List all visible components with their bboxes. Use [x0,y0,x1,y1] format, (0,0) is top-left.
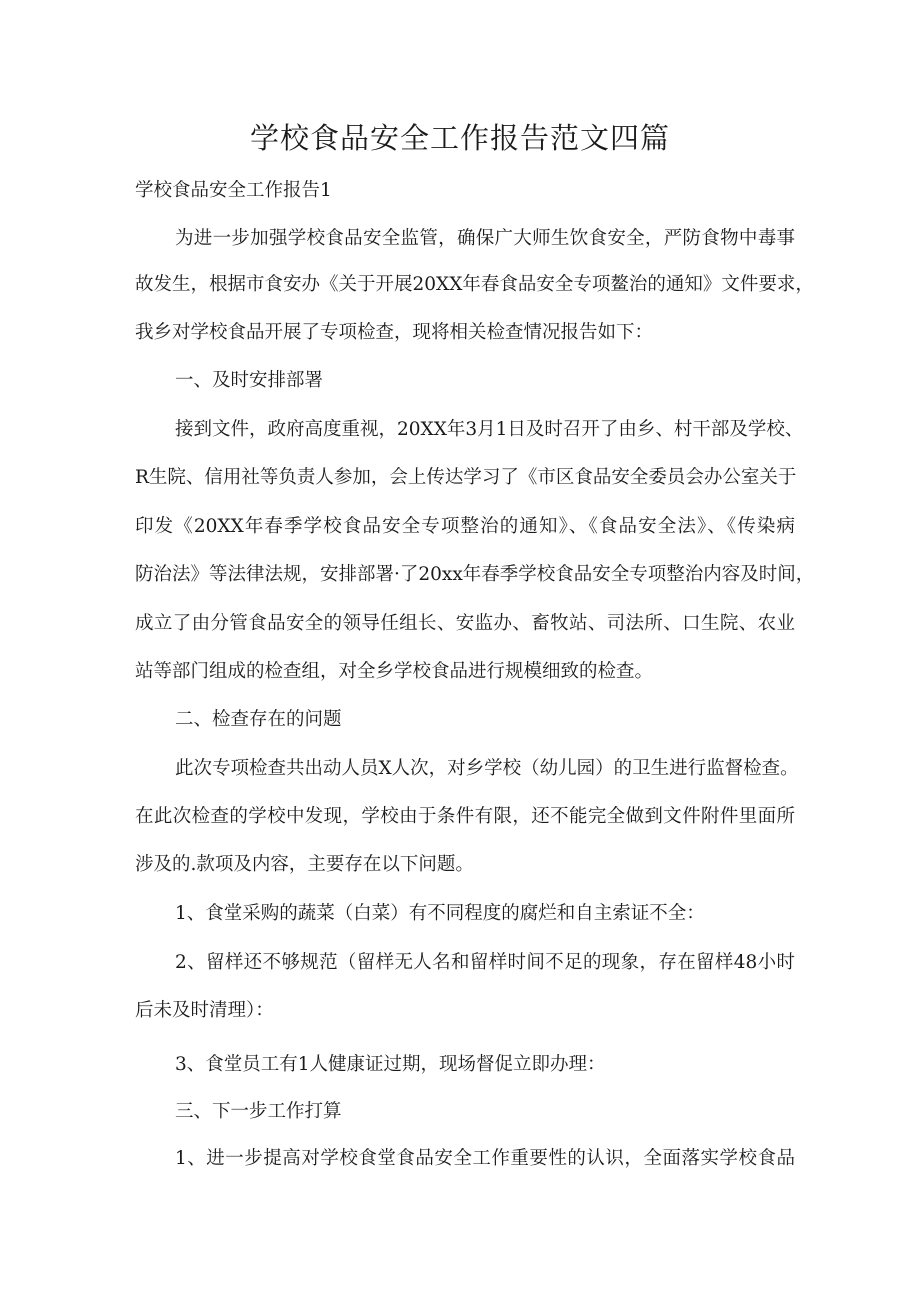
paragraph-line: 故发生，根据市食安办《关于开展20XX年春食品安全专项鳌治的通知》文件要求， [135,274,814,295]
paragraph-line: 防治法》等法律法规，安排部署·了20xx年春季学校食品安全专项整治内容及时间， [135,564,815,585]
section-heading: 一、及时安排部署 [175,370,324,391]
list-item-continuation: 后未及时清理）： [135,1000,274,1021]
list-item: 3、食堂员工有1人健康证过期，现场督促立即办理： [175,1054,606,1075]
list-item: 1、进一步提高对学校食堂食品安全工作重要性的认识，全面落实学校食品 [175,1148,795,1169]
section-heading: 二、检查存在的问题 [175,709,342,730]
paragraph-line: R生院、信用社等负责人参加，会上传达学习了《市区食品安全委员会办公室关于 [135,467,797,488]
paragraph-line: 我乡对学校食品开展了专项检查，现将相关检查情况报告如下： [135,322,654,343]
paragraph-line: 为进一步加强学校食品安全监管，确保广大师生饮食安全，严防食物中毒事 [175,228,795,249]
paragraph-line: 涉及的.款项及内容，主要存在以下问题。 [135,854,474,875]
paragraph-line: 站等部门组成的检查组，对全乡学校食品进行规模细致的检查。 [135,661,654,682]
paragraph-line: 成立了由分管食品安全的领导任组长、安监办、畜牧站、司法所、口生院、农业 [135,613,795,634]
report-subtitle: 学校食品安全工作报告1 [135,180,332,201]
list-item: 1、食堂采购的蔬菜（白菜）有不同程度的腐烂和自主索证不全： [175,903,705,924]
paragraph-line: 此次专项检查共出动人员X人次，对乡学校（幼儿园）的卫生进行监督检查。 [175,758,799,779]
list-item: 2、留样还不够规范（留样无人名和留样时间不足的现象，存在留样48小时 [175,952,795,973]
paragraph-line: 在此次检查的学校中发现，学校由于条件有限，还不能完全做到文件附件里面所 [135,806,795,827]
document-title: 学校食品安全工作报告范文四篇 [249,121,670,155]
paragraph-line: 印发《20XX年春季学校食品安全专项整治的通知》、《食品安全法》、《传染病 [135,516,795,537]
section-heading: 三、下一步工作打算 [175,1101,342,1122]
paragraph-line: 接到文件，政府高度重视，20XX年3月1日及时召开了由乡、村干部及学校、 [175,419,804,440]
